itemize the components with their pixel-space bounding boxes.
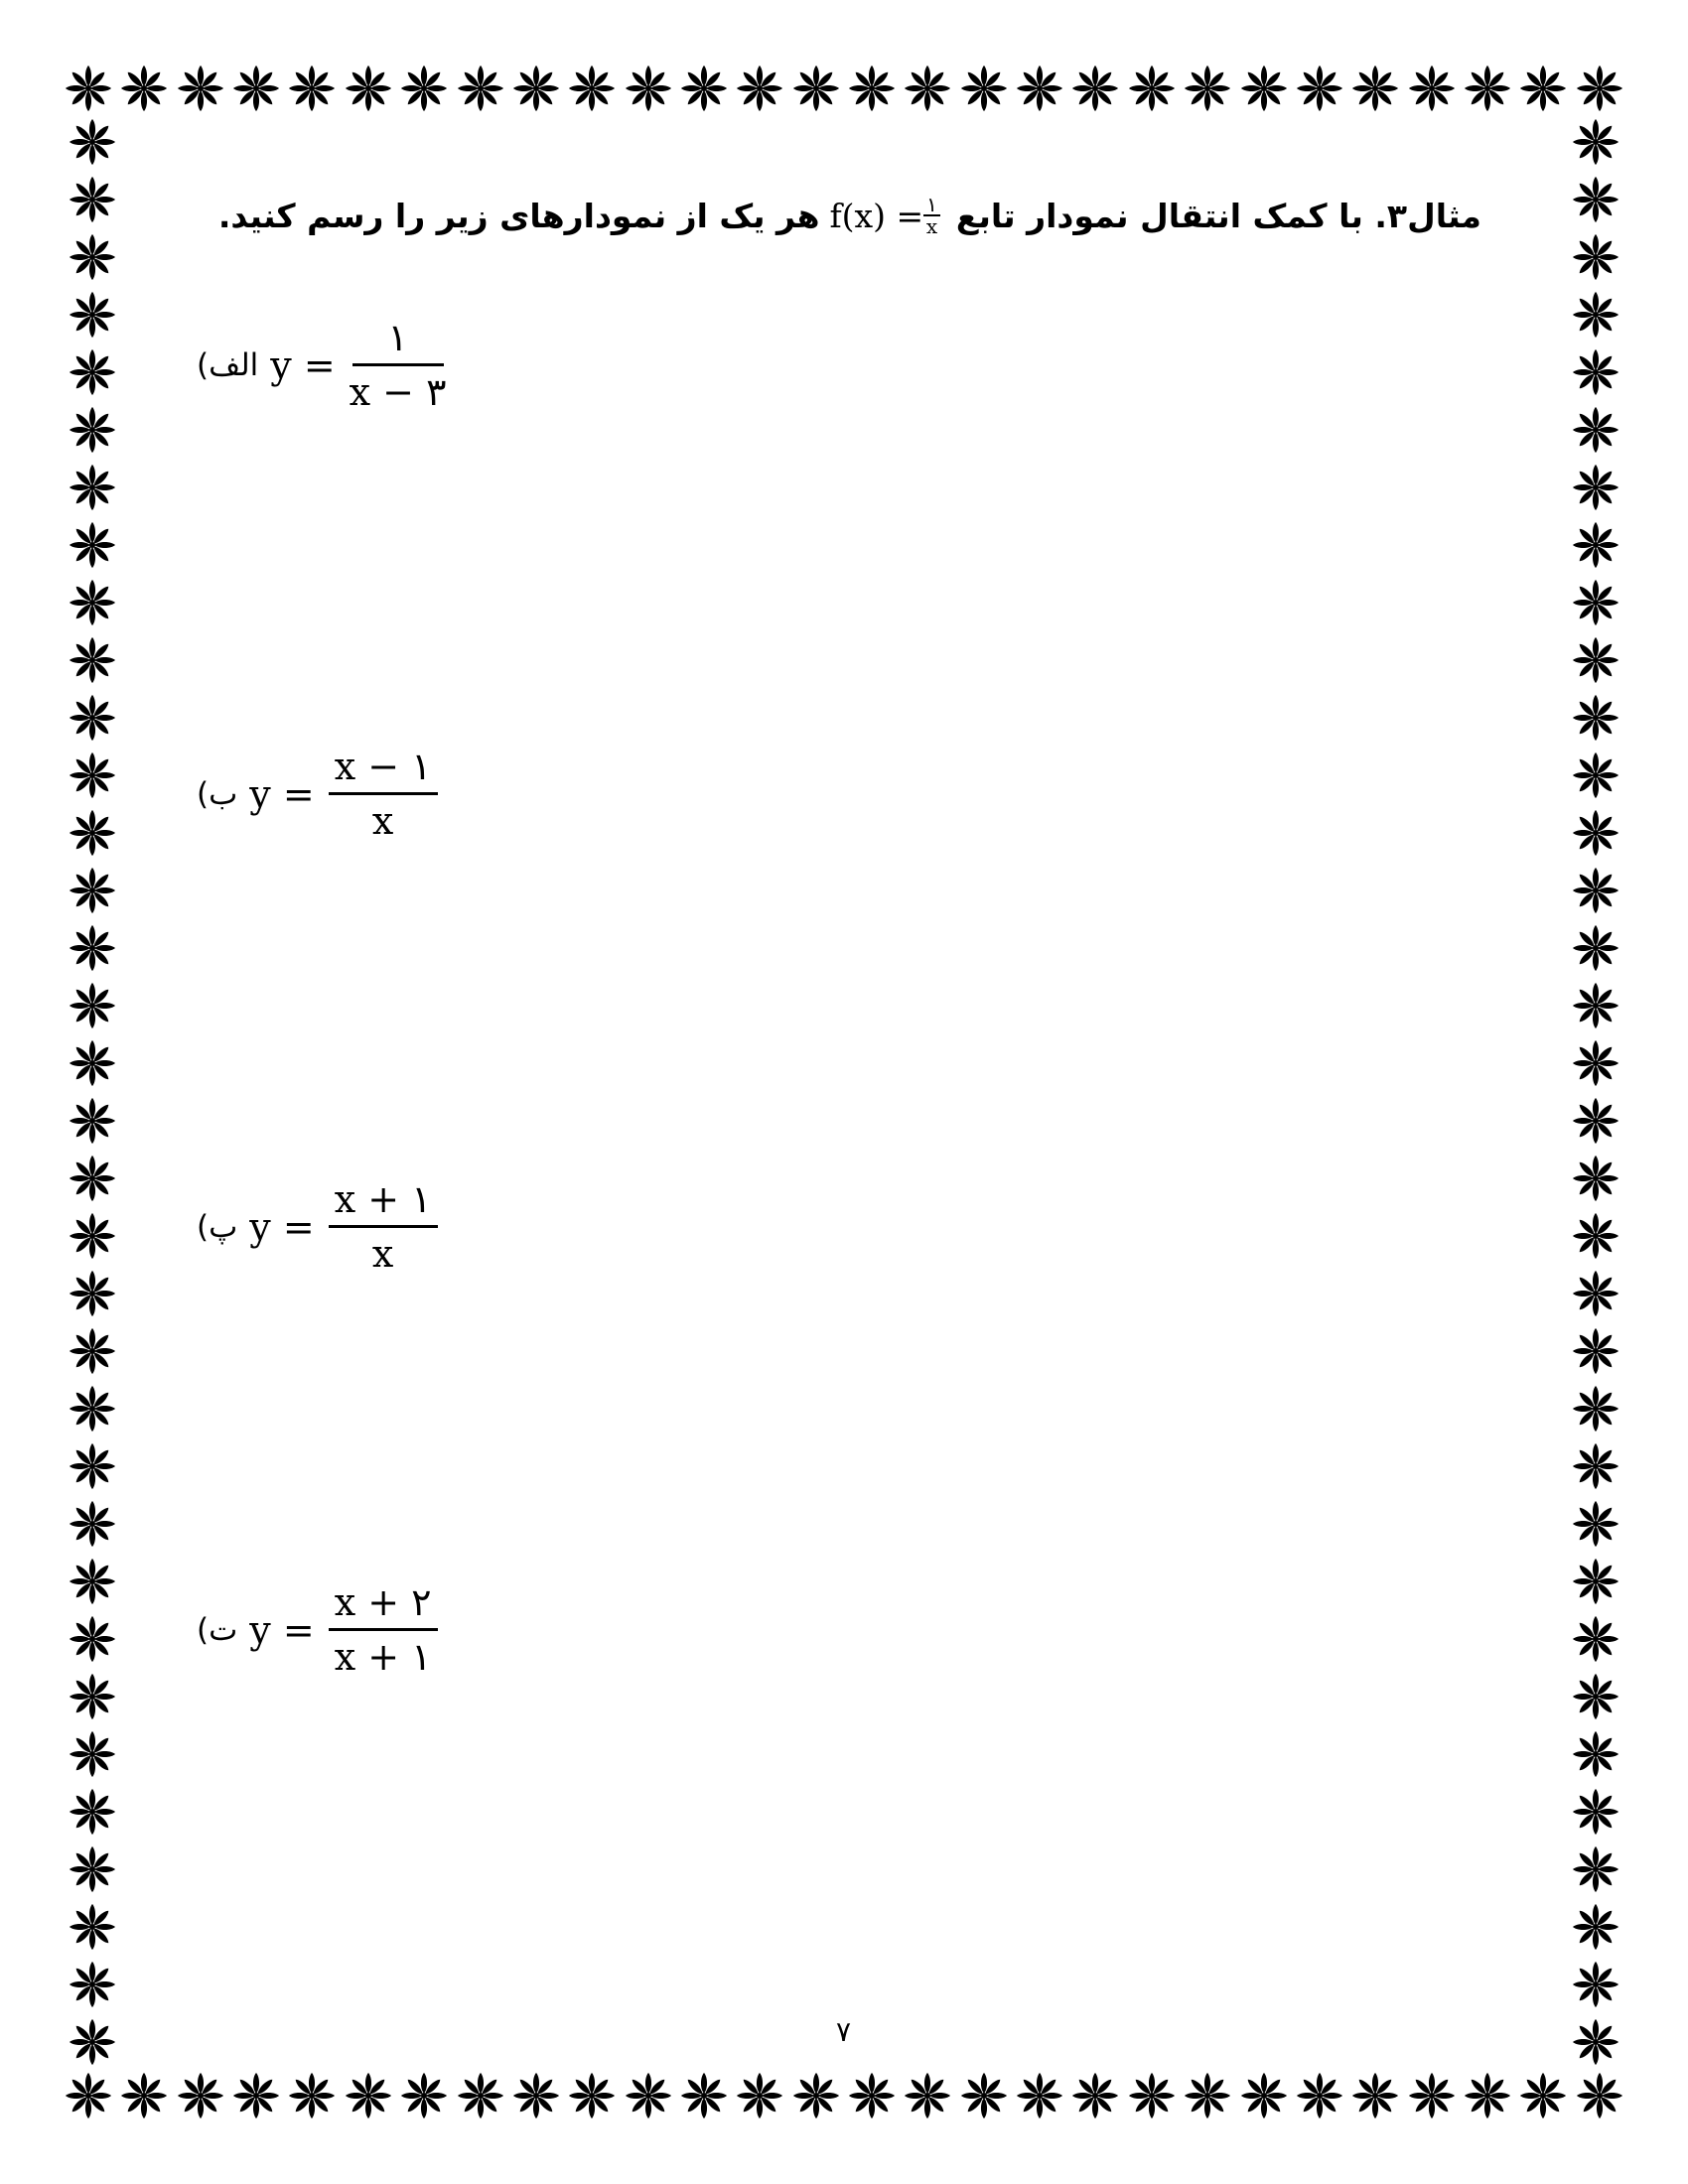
asterisk-flower-icon bbox=[1571, 923, 1620, 973]
asterisk-flower-icon bbox=[68, 808, 117, 858]
asterisk-flower-icon bbox=[624, 64, 673, 113]
asterisk-flower-icon bbox=[68, 1614, 117, 1664]
asterisk-flower-icon bbox=[68, 1269, 117, 1318]
asterisk-flower-icon bbox=[64, 2071, 113, 2120]
asterisk-flower-icon bbox=[68, 635, 117, 685]
function-numerator: ۱ bbox=[923, 195, 940, 216]
asterisk-flower-icon bbox=[1571, 232, 1620, 282]
asterisk-flower-icon bbox=[1571, 1902, 1620, 1952]
asterisk-flower-icon bbox=[68, 693, 117, 743]
asterisk-flower-icon bbox=[68, 290, 117, 340]
asterisk-flower-icon bbox=[567, 2071, 617, 2120]
item-denominator: x − ۳ bbox=[349, 370, 447, 414]
asterisk-flower-icon bbox=[231, 2071, 281, 2120]
item-lhs: y = bbox=[249, 771, 315, 816]
asterisk-flower-icon bbox=[399, 2071, 449, 2120]
asterisk-flower-icon bbox=[1571, 1441, 1620, 1491]
asterisk-flower-icon bbox=[1571, 405, 1620, 455]
asterisk-flower-icon bbox=[68, 1902, 117, 1952]
function-lhs: f(x) = bbox=[829, 196, 924, 235]
asterisk-flower-icon bbox=[68, 1441, 117, 1491]
asterisk-flower-icon bbox=[624, 2071, 673, 2120]
asterisk-flower-icon bbox=[1571, 520, 1620, 570]
asterisk-flower-icon bbox=[511, 64, 561, 113]
asterisk-flower-icon bbox=[68, 1211, 117, 1261]
asterisk-flower-icon bbox=[399, 64, 449, 113]
item-label: (الف bbox=[197, 346, 259, 383]
asterisk-flower-icon bbox=[959, 64, 1009, 113]
asterisk-flower-icon bbox=[287, 2071, 337, 2120]
asterisk-flower-icon bbox=[1127, 64, 1177, 113]
asterisk-flower-icon bbox=[1070, 64, 1120, 113]
item-numerator: ۱ bbox=[352, 316, 444, 366]
asterisk-flower-icon bbox=[1571, 635, 1620, 685]
asterisk-flower-icon bbox=[1518, 2071, 1568, 2120]
asterisk-flower-icon bbox=[1239, 64, 1289, 113]
item-fraction bbox=[350, 316, 447, 414]
asterisk-flower-icon bbox=[791, 2071, 841, 2120]
asterisk-flower-icon bbox=[1518, 64, 1568, 113]
item-denominator: x + ۱ bbox=[334, 1635, 432, 1679]
asterisk-flower-icon bbox=[1571, 808, 1620, 858]
asterisk-flower-icon bbox=[1295, 2071, 1344, 2120]
asterisk-flower-icon bbox=[456, 2071, 505, 2120]
asterisk-flower-icon bbox=[679, 64, 729, 113]
asterisk-flower-icon bbox=[903, 2071, 952, 2120]
asterisk-flower-icon bbox=[344, 64, 393, 113]
function-fraction bbox=[923, 195, 940, 236]
problem-title-end: هر یک از نمودارهای زیر را رسم کنید. bbox=[217, 196, 820, 235]
asterisk-flower-icon bbox=[68, 866, 117, 915]
asterisk-flower-icon bbox=[68, 232, 117, 282]
asterisk-flower-icon bbox=[68, 751, 117, 800]
item-numerator: x + ۱ bbox=[329, 1177, 438, 1228]
asterisk-flower-icon bbox=[1239, 2071, 1289, 2120]
asterisk-flower-icon bbox=[1571, 1672, 1620, 1721]
asterisk-flower-icon bbox=[1571, 1154, 1620, 1203]
asterisk-flower-icon bbox=[1571, 1038, 1620, 1088]
asterisk-flower-icon bbox=[1571, 981, 1620, 1030]
asterisk-flower-icon bbox=[344, 2071, 393, 2120]
asterisk-flower-icon bbox=[68, 1499, 117, 1549]
asterisk-flower-icon bbox=[1571, 1384, 1620, 1433]
item-lhs: y = bbox=[249, 1204, 315, 1249]
item-numerator: x + ۲ bbox=[329, 1580, 438, 1631]
exercise-item-c bbox=[197, 1177, 438, 1276]
asterisk-flower-icon bbox=[64, 64, 113, 113]
asterisk-flower-icon bbox=[1571, 463, 1620, 512]
asterisk-flower-icon bbox=[68, 1154, 117, 1203]
asterisk-flower-icon bbox=[1571, 1729, 1620, 1779]
asterisk-flower-icon bbox=[1571, 1269, 1620, 1318]
asterisk-flower-icon bbox=[1571, 578, 1620, 627]
asterisk-flower-icon bbox=[567, 64, 617, 113]
asterisk-flower-icon bbox=[1350, 64, 1400, 113]
function-denominator: x bbox=[925, 214, 938, 238]
asterisk-flower-icon bbox=[287, 64, 337, 113]
asterisk-flower-icon bbox=[1571, 1557, 1620, 1606]
asterisk-flower-icon bbox=[1571, 693, 1620, 743]
exercise-item-d bbox=[197, 1580, 438, 1679]
asterisk-flower-icon bbox=[1571, 866, 1620, 915]
asterisk-flower-icon bbox=[68, 1326, 117, 1376]
asterisk-flower-icon bbox=[1295, 64, 1344, 113]
asterisk-flower-icon bbox=[68, 2017, 117, 2067]
item-label: (ب bbox=[197, 775, 238, 812]
border-bottom bbox=[64, 2067, 1624, 2124]
item-lhs: y = bbox=[249, 1607, 315, 1652]
asterisk-flower-icon bbox=[1571, 1844, 1620, 1894]
problem-statement bbox=[218, 195, 1481, 236]
asterisk-flower-icon bbox=[1463, 64, 1512, 113]
asterisk-flower-icon bbox=[1350, 2071, 1400, 2120]
item-fraction bbox=[329, 1177, 438, 1276]
asterisk-flower-icon bbox=[1183, 64, 1232, 113]
asterisk-flower-icon bbox=[68, 117, 117, 167]
asterisk-flower-icon bbox=[1571, 117, 1620, 167]
item-denominator: x bbox=[371, 799, 394, 843]
asterisk-flower-icon bbox=[1463, 2071, 1512, 2120]
border-right bbox=[1567, 117, 1624, 2067]
asterisk-flower-icon bbox=[176, 2071, 225, 2120]
asterisk-flower-icon bbox=[847, 2071, 897, 2120]
asterisk-flower-icon bbox=[68, 923, 117, 973]
item-fraction bbox=[329, 745, 438, 843]
asterisk-flower-icon bbox=[68, 1384, 117, 1433]
asterisk-flower-icon bbox=[68, 1960, 117, 2009]
asterisk-flower-icon bbox=[1571, 1960, 1620, 2009]
asterisk-flower-icon bbox=[791, 64, 841, 113]
asterisk-flower-icon bbox=[68, 578, 117, 627]
item-lhs: y = bbox=[270, 342, 336, 387]
asterisk-flower-icon bbox=[68, 1729, 117, 1779]
item-label: (ت bbox=[197, 1611, 238, 1648]
asterisk-flower-icon bbox=[735, 2071, 784, 2120]
asterisk-flower-icon bbox=[1575, 2071, 1624, 2120]
asterisk-flower-icon bbox=[68, 981, 117, 1030]
asterisk-flower-icon bbox=[1571, 1211, 1620, 1261]
asterisk-flower-icon bbox=[456, 64, 505, 113]
asterisk-flower-icon bbox=[1571, 1096, 1620, 1146]
asterisk-flower-icon bbox=[1407, 2071, 1457, 2120]
item-denominator: x bbox=[371, 1232, 394, 1276]
problem-title-start: مثال۳. با کمک انتقال نمودار تابع bbox=[955, 196, 1481, 235]
asterisk-flower-icon bbox=[511, 2071, 561, 2120]
asterisk-flower-icon bbox=[231, 64, 281, 113]
asterisk-flower-icon bbox=[1571, 175, 1620, 224]
asterisk-flower-icon bbox=[1571, 1499, 1620, 1549]
asterisk-flower-icon bbox=[679, 2071, 729, 2120]
asterisk-flower-icon bbox=[735, 64, 784, 113]
asterisk-flower-icon bbox=[68, 1844, 117, 1894]
page-number: ۷ bbox=[836, 2015, 852, 2048]
asterisk-flower-icon bbox=[1015, 64, 1064, 113]
asterisk-flower-icon bbox=[68, 1787, 117, 1837]
item-label: (پ bbox=[197, 1208, 238, 1245]
asterisk-flower-icon bbox=[1407, 64, 1457, 113]
item-numerator: x − ۱ bbox=[329, 745, 438, 795]
asterisk-flower-icon bbox=[68, 520, 117, 570]
asterisk-flower-icon bbox=[68, 1557, 117, 1606]
asterisk-flower-icon bbox=[1575, 64, 1624, 113]
function-definition bbox=[829, 195, 945, 236]
asterisk-flower-icon bbox=[68, 347, 117, 397]
asterisk-flower-icon bbox=[68, 463, 117, 512]
asterisk-flower-icon bbox=[959, 2071, 1009, 2120]
asterisk-flower-icon bbox=[119, 2071, 169, 2120]
asterisk-flower-icon bbox=[1183, 2071, 1232, 2120]
border-left bbox=[64, 117, 121, 2067]
asterisk-flower-icon bbox=[1127, 2071, 1177, 2120]
asterisk-flower-icon bbox=[68, 405, 117, 455]
asterisk-flower-icon bbox=[1571, 1614, 1620, 1664]
asterisk-flower-icon bbox=[1571, 1787, 1620, 1837]
item-fraction bbox=[329, 1580, 438, 1679]
exercise-item-b bbox=[197, 745, 438, 843]
asterisk-flower-icon bbox=[847, 64, 897, 113]
asterisk-flower-icon bbox=[903, 64, 952, 113]
asterisk-flower-icon bbox=[1070, 2071, 1120, 2120]
asterisk-flower-icon bbox=[1015, 2071, 1064, 2120]
asterisk-flower-icon bbox=[1571, 347, 1620, 397]
exercise-item-a bbox=[197, 316, 447, 414]
asterisk-flower-icon bbox=[1571, 290, 1620, 340]
asterisk-flower-icon bbox=[1571, 751, 1620, 800]
border-top bbox=[64, 60, 1624, 117]
asterisk-flower-icon bbox=[1571, 1326, 1620, 1376]
asterisk-flower-icon bbox=[68, 1038, 117, 1088]
asterisk-flower-icon bbox=[176, 64, 225, 113]
asterisk-flower-icon bbox=[1571, 2017, 1620, 2067]
asterisk-flower-icon bbox=[119, 64, 169, 113]
asterisk-flower-icon bbox=[68, 1096, 117, 1146]
asterisk-flower-icon bbox=[68, 1672, 117, 1721]
asterisk-flower-icon bbox=[68, 175, 117, 224]
